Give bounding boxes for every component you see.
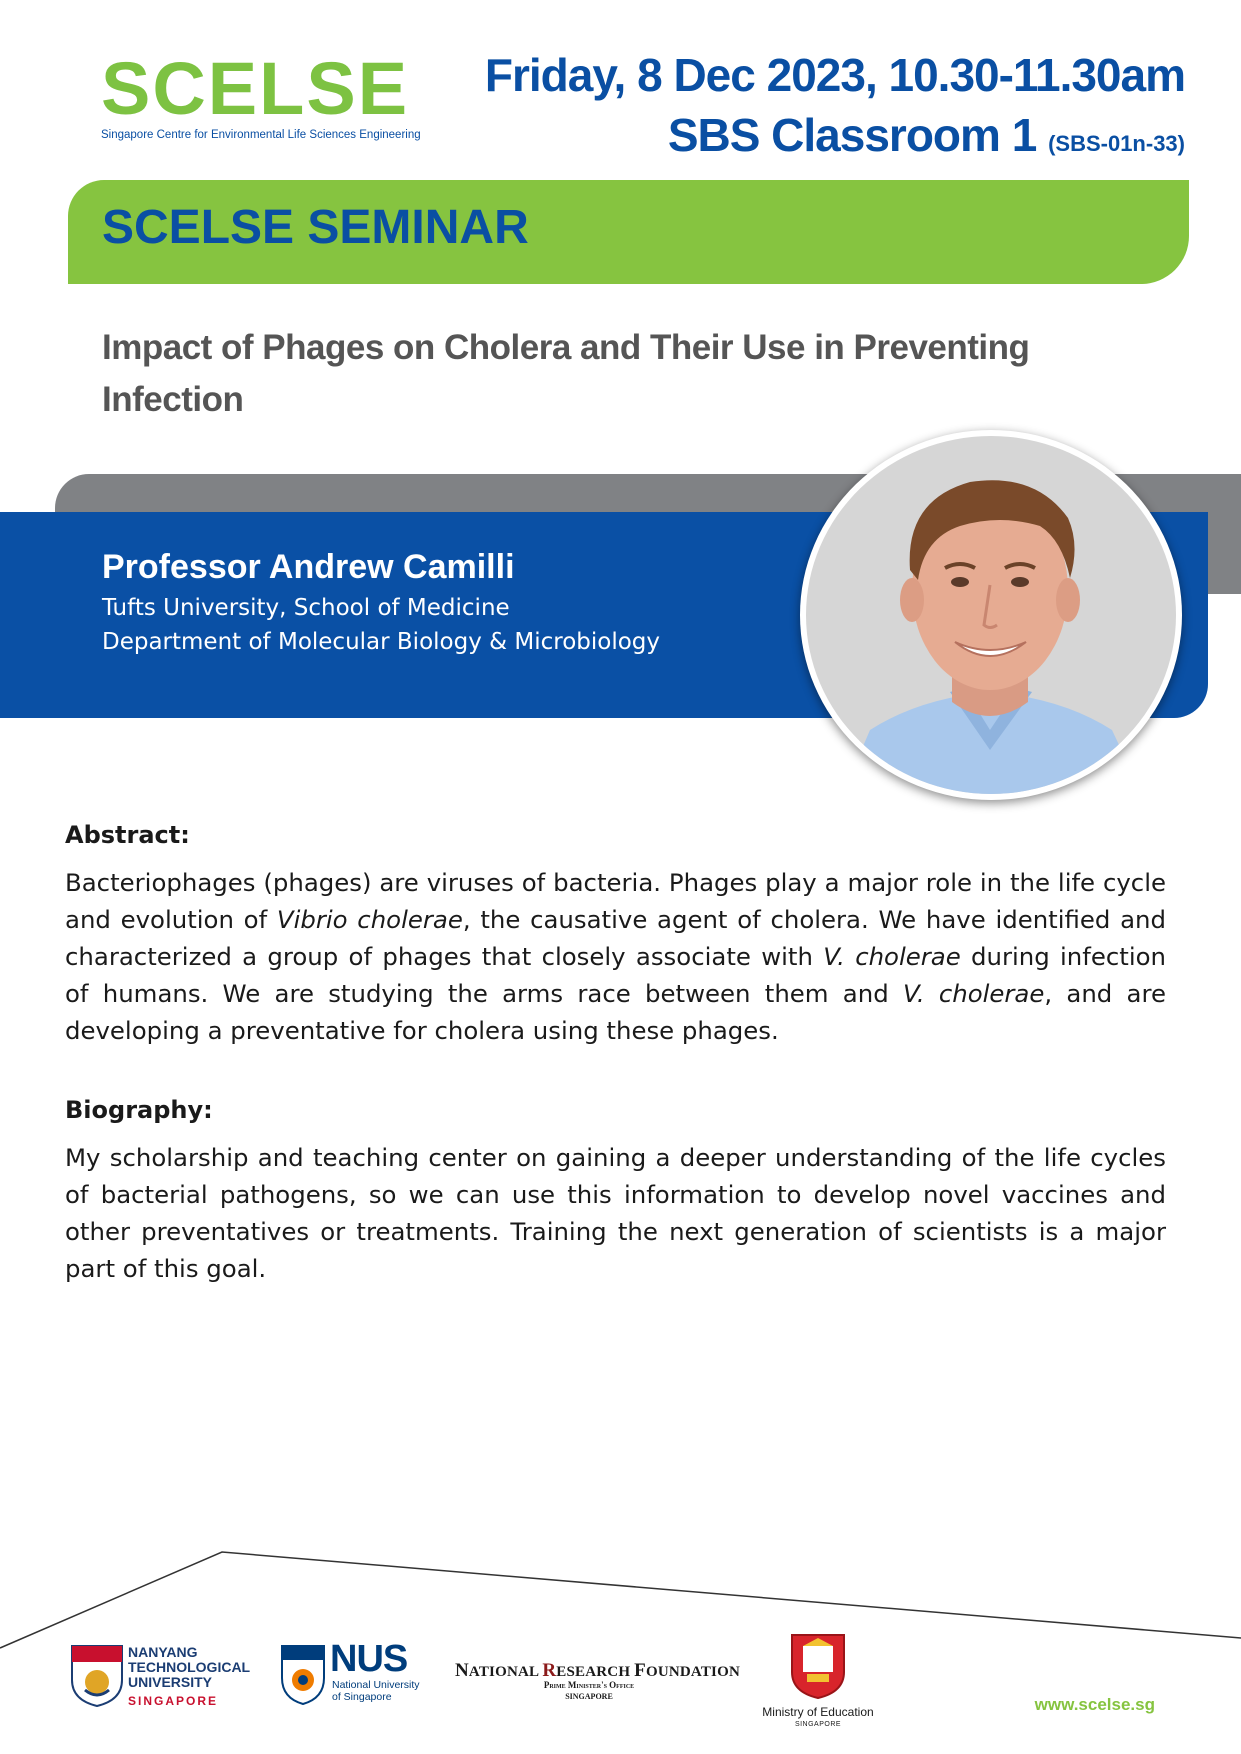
moe-singapore: SINGAPORE xyxy=(794,1721,842,1728)
speaker-portrait-icon xyxy=(800,430,1182,800)
venue-name: SBS Classroom 1 xyxy=(667,109,1037,161)
nrf-name xyxy=(455,1660,740,1682)
biography-text: My scholarship and teaching center on gaining a deeper understanding of the life cycles of bacterial pathogens, so we can use this information to develop novel vaccines and other preventatives or treatments. Training the next generation of scientists is a major part of this goal. xyxy=(65,1143,1166,1283)
species-name: V. cholerae xyxy=(902,979,1045,1008)
ntu-name-line: TECHNOLOGICAL xyxy=(128,1659,251,1675)
abstract-text xyxy=(65,864,1166,1049)
nrf-initial: N xyxy=(455,1660,469,1681)
nrf-office: Prime Minister's Office xyxy=(543,1680,635,1690)
nrf-initial: F xyxy=(634,1660,646,1681)
nrf-word: ESEARCH xyxy=(556,1664,635,1680)
abstract-text-part: , the causative agent of cholera. We have identified and characterized a group of phages that closely associate with xyxy=(65,905,1166,971)
seminar-label: SCELSE SEMINAR xyxy=(102,201,529,254)
ntu-singapore: SINGAPORE xyxy=(128,1694,219,1708)
abstract-text-part: during infection of humans. We are studying the arms race between them and xyxy=(65,942,1166,1008)
scelse-logo-text: SCELSE xyxy=(101,47,410,130)
biography-heading: Biography: xyxy=(65,1096,213,1124)
event-venue xyxy=(667,109,1185,161)
species-name: Vibrio cholerae xyxy=(276,905,463,934)
nrf-word: OUNDATION xyxy=(645,1664,740,1680)
ntu-crest-icon xyxy=(70,1644,124,1708)
moe-name: Ministry of Education xyxy=(762,1705,874,1719)
ntu-name xyxy=(128,1645,250,1690)
nrf-initial: R xyxy=(542,1660,557,1681)
nus-fullname-line: National University xyxy=(332,1679,420,1691)
talk-title: Impact of Phages on Cholera and Their Use in Preventing Infection xyxy=(102,328,1030,419)
nus-fullname-line: of Singapore xyxy=(332,1691,392,1703)
nus-wordmark: NUS xyxy=(330,1638,408,1680)
abstract-text-part: , and are developing a preventative for cholera using these phages. xyxy=(65,979,1166,1045)
ntu-name-line: NANYANG xyxy=(128,1644,198,1660)
speaker-affiliation-university: Tufts University, School of Medicine xyxy=(102,595,510,621)
nus-crest-icon xyxy=(280,1644,326,1706)
species-name: V. cholerae xyxy=(823,942,961,971)
moe-crest-icon xyxy=(789,1632,847,1700)
speaker-photo xyxy=(800,430,1182,800)
venue-code: (SBS-01n-33) xyxy=(1048,131,1185,156)
abstract-text-part: Bacteriophages (phages) are viruses of bacteria. Phages play a major role in the life cycle and evolution of xyxy=(65,868,1166,934)
speaker-name: Professor Andrew Camilli xyxy=(102,548,515,586)
website-link[interactable]: www.scelse.sg xyxy=(1034,1695,1155,1714)
speaker-affiliation-department: Department of Molecular Biology & Microbiology xyxy=(102,629,661,655)
abstract-heading: Abstract: xyxy=(65,821,190,849)
nrf-singapore: SINGAPORE xyxy=(565,1692,613,1701)
nrf-word: ATIONAL xyxy=(468,1664,543,1680)
ntu-name-line: UNIVERSITY xyxy=(128,1674,213,1690)
footer-divider xyxy=(0,1540,1241,1650)
scelse-logo-subtitle: Singapore Centre for Environmental Life Sciences Engineering xyxy=(101,129,421,141)
nus-fullname xyxy=(332,1679,422,1703)
event-date: Friday, 8 Dec 2023, 10.30-11.30am xyxy=(484,49,1185,101)
